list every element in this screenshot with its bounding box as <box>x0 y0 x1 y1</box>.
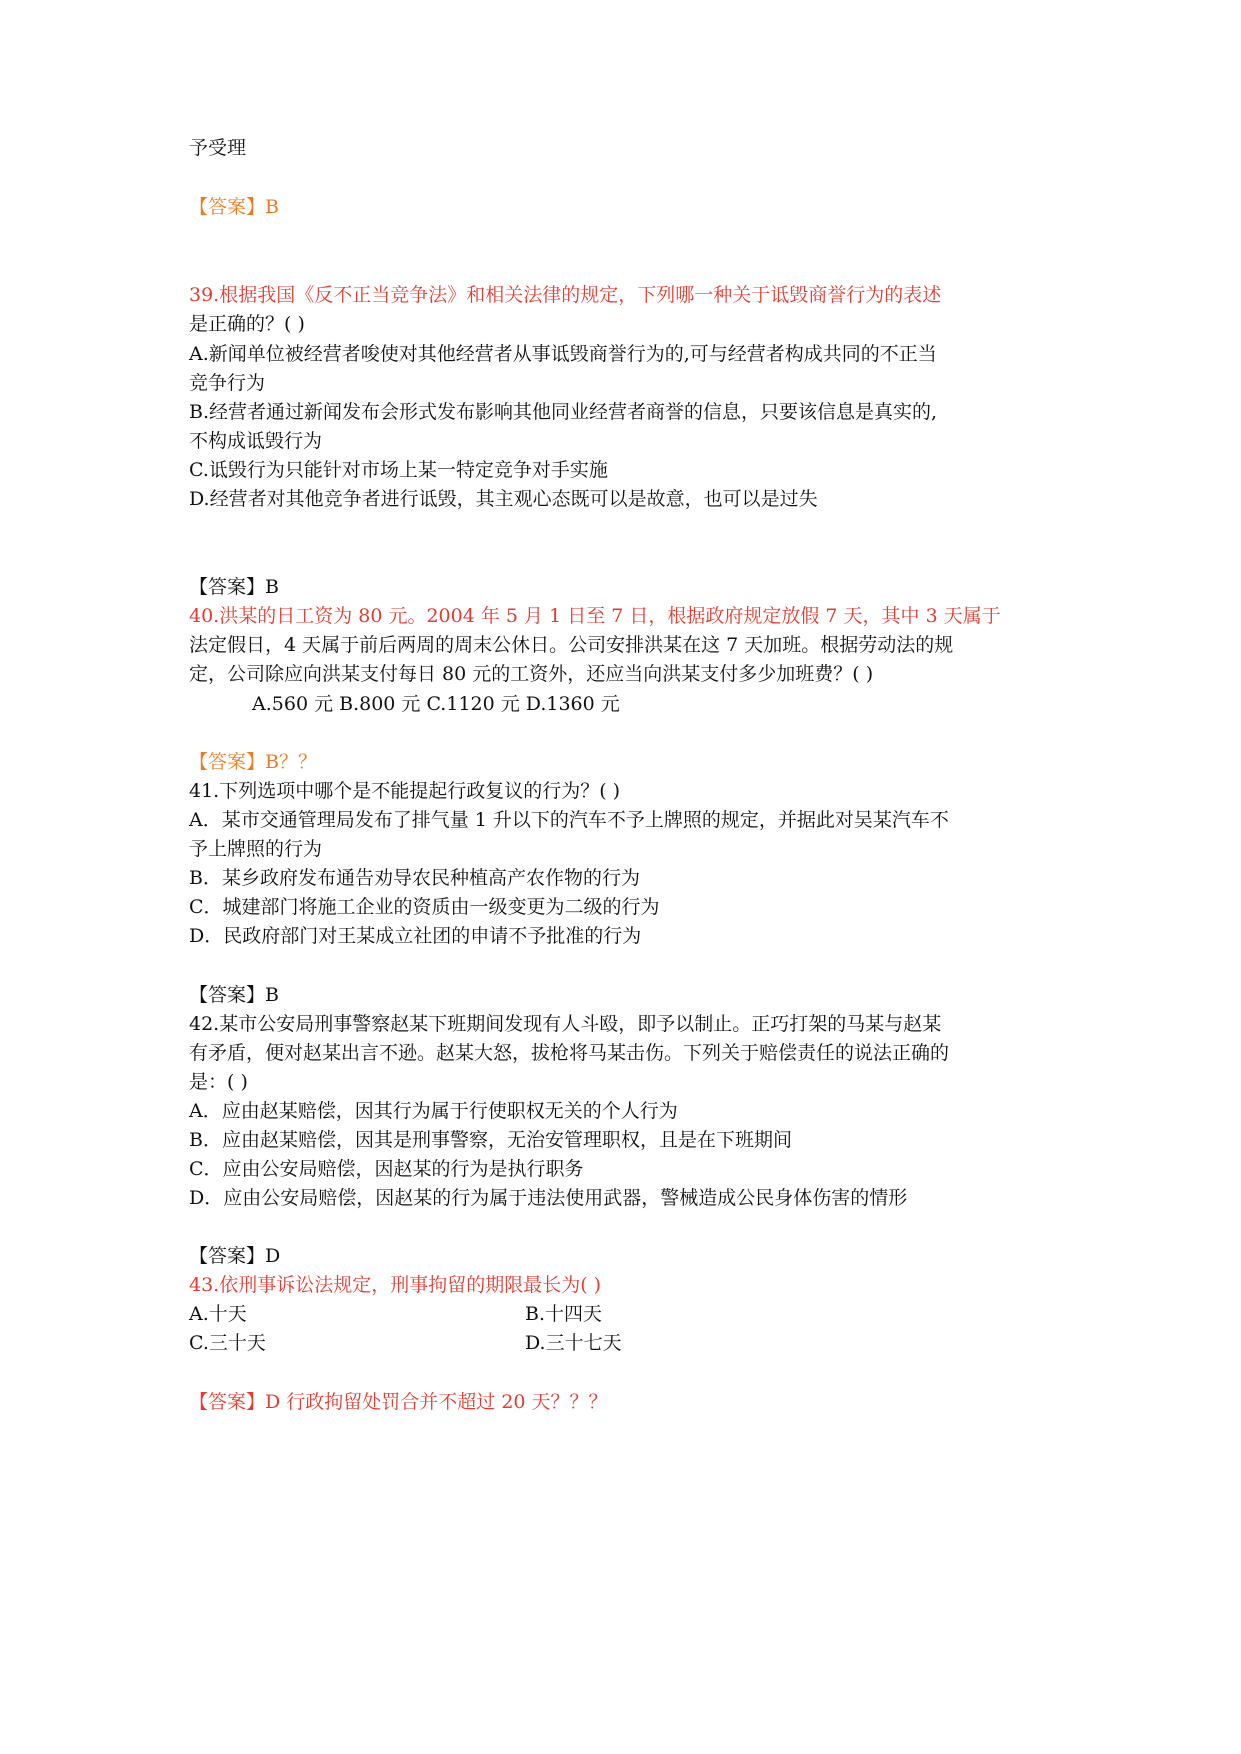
q40-stem-line-1: 40.洪某的日工资为 80 元。2004 年 5 月 1 日至 7 日，根据政府规定放假 7 天，其中 3 天属于 <box>189 605 1001 627</box>
q40-options: A.560 元 B.800 元 C.1120 元 D.1360 元 <box>252 693 620 715</box>
q39-stem-line-2: 是正确的？( ) <box>189 313 305 335</box>
q42-option-d: D．应由公安局赔偿，因赵某的行为属于违法使用武器，警械造成公民身体伤害的情形 <box>189 1187 908 1209</box>
q41-option-b: B．某乡政府发布通告劝导农民种植高产农作物的行为 <box>189 867 640 889</box>
q41-answer: 【答案】B <box>189 984 279 1006</box>
q42-stem-line-3: 是：( ) <box>189 1071 248 1093</box>
q42-stem-line-2: 有矛盾，便对赵某出言不逊。赵某大怒，拔枪将马某击伤。下列关于赔偿责任的说法正确的 <box>189 1042 950 1064</box>
q42-stem-line-1: 42.某市公安局刑事警察赵某下班期间发现有人斗殴，即予以制止。正巧打架的马某与赵某 <box>189 1013 942 1035</box>
continuation-text: 予受理 <box>189 137 247 159</box>
q40-stem-line-2: 法定假日，4 天属于前后两周的周末公休日。公司安排洪某在这 7 天加班。根据劳动法的规 <box>189 634 954 656</box>
q41-stem: 41.下列选项中哪个是不能提起行政复议的行为？( ) <box>189 780 621 802</box>
q43-option-d: D.三十七天 <box>525 1332 622 1354</box>
q39-option-d: D.经营者对其他竞争者进行诋毁，其主观心态既可以是故意，也可以是过失 <box>189 488 818 510</box>
q42-option-a: A．应由赵某赔偿，因其行为属于行使职权无关的个人行为 <box>189 1100 678 1122</box>
q40-stem-line-3: 定，公司除应向洪某支付每日 80 元的工资外，还应当向洪某支付多少加班费？( ) <box>189 663 874 685</box>
q41-option-c: C．城建部门将施工企业的资质由一级变更为二级的行为 <box>189 896 660 918</box>
q39-stem-line-1: 39.根据我国《反不正当竞争法》和相关法律的规定，下列哪一种关于诋毁商誉行为的表述 <box>189 284 942 306</box>
q43-option-a: A.十天 <box>189 1303 247 1325</box>
q41-option-a-line-1: A．某市交通管理局发布了排气量 1 升以下的汽车不予上牌照的规定，并据此对吴某汽车不 <box>189 809 949 831</box>
q39-option-a-line-1: A.新闻单位被经营者唆使对其他经营者从事诋毁商誉行为的,可与经营者构成共同的不正当 <box>189 343 937 365</box>
q43-answer: 【答案】D 行政拘留处罚合并不超过 20 天？？？ <box>189 1391 608 1413</box>
q42-answer: 【答案】D <box>189 1245 281 1267</box>
q40-answer: 【答案】B？？ <box>189 751 317 773</box>
q43-option-c: C.三十天 <box>189 1332 266 1354</box>
q42-option-c: C．应由公安局赔偿，因赵某的行为是执行职务 <box>189 1158 584 1180</box>
q39-option-c: C.诋毁行为只能针对市场上某一特定竞争对手实施 <box>189 459 608 481</box>
q39-option-b-line-2: 不构成诋毁行为 <box>189 430 323 452</box>
q39-answer: 【答案】B <box>189 576 279 598</box>
q39-option-a-line-2: 竞争行为 <box>189 372 266 394</box>
answer-38: 【答案】B <box>189 196 279 218</box>
q42-option-b: B．应由赵某赔偿，因其是刑事警察，无治安管理职权，且是在下班期间 <box>189 1129 792 1151</box>
q41-option-a-line-2: 予上牌照的行为 <box>189 838 323 860</box>
q43-option-b: B.十四天 <box>525 1303 603 1325</box>
q43-stem: 43.依刑事诉讼法规定，刑事拘留的期限最长为( ) <box>189 1274 602 1296</box>
q41-option-d: D．民政府部门对王某成立社团的申请不予批准的行为 <box>189 925 642 947</box>
q39-option-b-line-1: B.经营者通过新闻发布会形式发布影响其他同业经营者商誉的信息，只要该信息是真实的, <box>189 401 938 423</box>
